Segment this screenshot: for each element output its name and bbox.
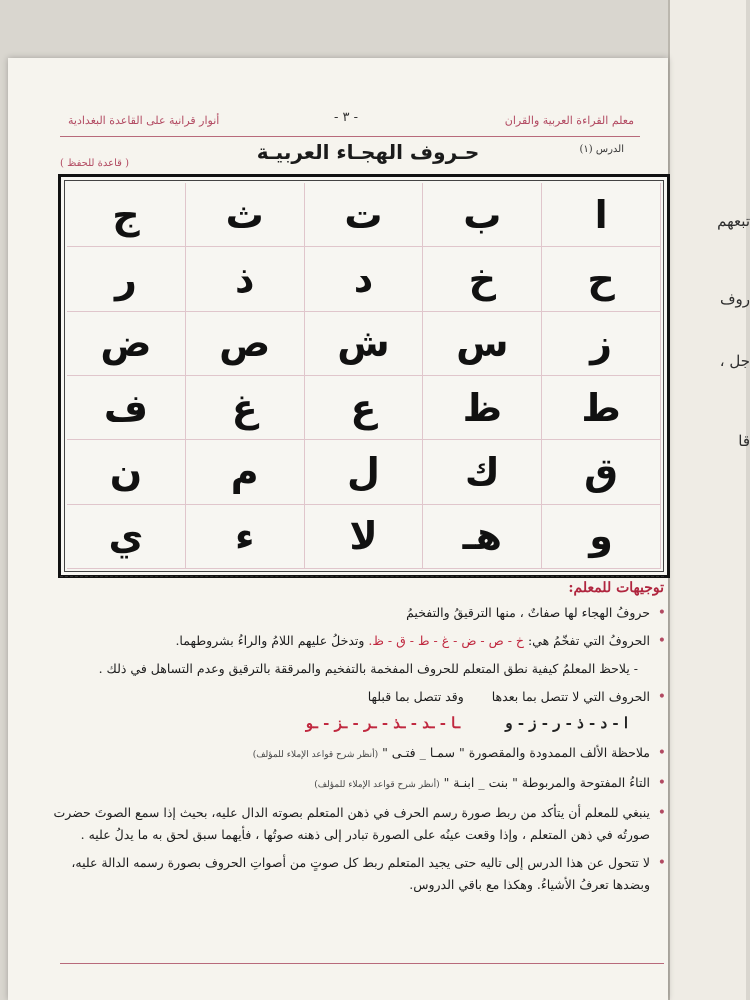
letter-cell: ف [67, 376, 186, 440]
heavy-letters: خ - ص - ض - غ - ط - ق - ظ. [368, 633, 524, 648]
letter-cell: خ [423, 247, 542, 311]
lesson-label: الدرس (١) [579, 144, 624, 155]
letter-cell: س [423, 312, 542, 376]
letter-cell: و [542, 505, 661, 569]
letter-cell: ث [186, 183, 305, 247]
header-right-title: معلم القراءة العربية والقران [504, 114, 634, 127]
letter-cell: ش [305, 312, 424, 376]
bullet-icon: • [657, 805, 666, 821]
letter-cell: ا [542, 183, 661, 247]
page-header [60, 104, 640, 137]
alphabet-grid [67, 183, 661, 569]
bullet-icon: • [657, 689, 666, 705]
bullet-icon: • [657, 633, 666, 649]
bullet-icon: • [657, 855, 666, 871]
letter-cell: ز [542, 312, 661, 376]
letter-cell: ل [305, 440, 424, 504]
alphabet-table [58, 174, 670, 578]
note-item: • ملاحظة الألف الممدودة والمقصورة " سمـا _ فتـى " (أنظر شرح قواعد الإملاء للمؤلف) [48, 742, 668, 766]
letter-cell: غ [186, 376, 305, 440]
note-item: - يلاحظ المعلمُ كيفية نطق المتعلم للحروف المفخمة بالتفخيم والمرققة بالترقيق وعدم التساهل في ذلك . [98, 661, 638, 676]
page-title: حـروف الهجـاء العربيـة [256, 140, 480, 164]
adjacent-page [668, 0, 750, 1000]
adjacent-text: تبعهم [717, 212, 750, 230]
note-item: • الحروفُ التي تفخّمُ هي: خ - ص - ض - غ - ط - ق - ظ. وتدخلُ عليهم اللامُ والراءُ بشروطهما. [48, 630, 668, 652]
letter-cell: ج [67, 183, 186, 247]
page-number: - ٣ - [334, 110, 359, 125]
adjacent-text: جل ، [719, 352, 750, 370]
book-page [8, 58, 668, 1000]
adjacent-text: قا [738, 432, 750, 450]
bullet-icon: • [657, 775, 666, 791]
letter-cell: م [186, 440, 305, 504]
letter-cell: ت [305, 183, 424, 247]
footer-rule [60, 963, 664, 964]
note-item: • الحروف التي لا تتصل بما بعدها وقد تتصل بما قبلها [48, 686, 668, 708]
subtitle: ( قاعدة للحفظ ) [60, 158, 129, 169]
note-item: • التاءُ المفتوحة والمربوطة " بنت _ ابنـة " (أنظر شرح قواعد الإملاء للمؤلف) [48, 772, 668, 796]
non-connecting-letters: ا - د - ذ - ر - ز - و ـا - ـد - ـذ - ـر - ـز - ـو [305, 714, 628, 732]
letter-cell: ر [67, 247, 186, 311]
letter-cell: ن [67, 440, 186, 504]
note-item: • حروفُ الهجاء لها صفاتٌ ، منها الترقيقُ والتفخيمُ [48, 602, 668, 624]
bullet-icon: • [657, 745, 666, 761]
letter-cell: ظ [423, 376, 542, 440]
letter-cell: ذ [186, 247, 305, 311]
note-item: • لا تتحول عن هذا الدرس إلى تاليه حتى يجيد المتعلم ربط كل صوتٍ من أصواتِ الحروف بصورة رسمه الدالة عليه، وبضدها تعرفُ الأشياءُ. وهكذا مع باقي الدروس. [48, 852, 668, 896]
bullet-icon: • [657, 605, 666, 621]
letter-cell: ق [542, 440, 661, 504]
letter-cell: ك [423, 440, 542, 504]
teacher-notes [48, 580, 668, 902]
adjacent-text: روف [719, 290, 750, 308]
letter-cell: ي [67, 505, 186, 569]
letter-cell: ح [542, 247, 661, 311]
letter-cell: هـ [423, 505, 542, 569]
divider [60, 576, 664, 577]
header-left-title: أنوار قرانية على القاعدة البغدادية [68, 114, 220, 127]
letter-cell: ص [186, 312, 305, 376]
notes-heading: توجيهات للمعلم: [568, 580, 664, 596]
letter-cell: ء [186, 505, 305, 569]
letter-cell: لا [305, 505, 424, 569]
letter-cell: ض [67, 312, 186, 376]
letter-cell: ب [423, 183, 542, 247]
letter-cell: ط [542, 376, 661, 440]
note-item: • ينبغي للمعلم أن يتأكد من ربط صورة رسم الحرف في ذهن المتعلم بصوته الدال عليه، بحيث إذا سمع الصوتَ حضرت صورتُه في ذهن المتعلم ، وإذا وقعت عينُه على الصورة تبادر إلى ذهنه صوتُها ، فأيهما سبق لحق به ما يدلُ عليه . [48, 802, 668, 846]
letter-cell: د [305, 247, 424, 311]
letter-cell: ع [305, 376, 424, 440]
